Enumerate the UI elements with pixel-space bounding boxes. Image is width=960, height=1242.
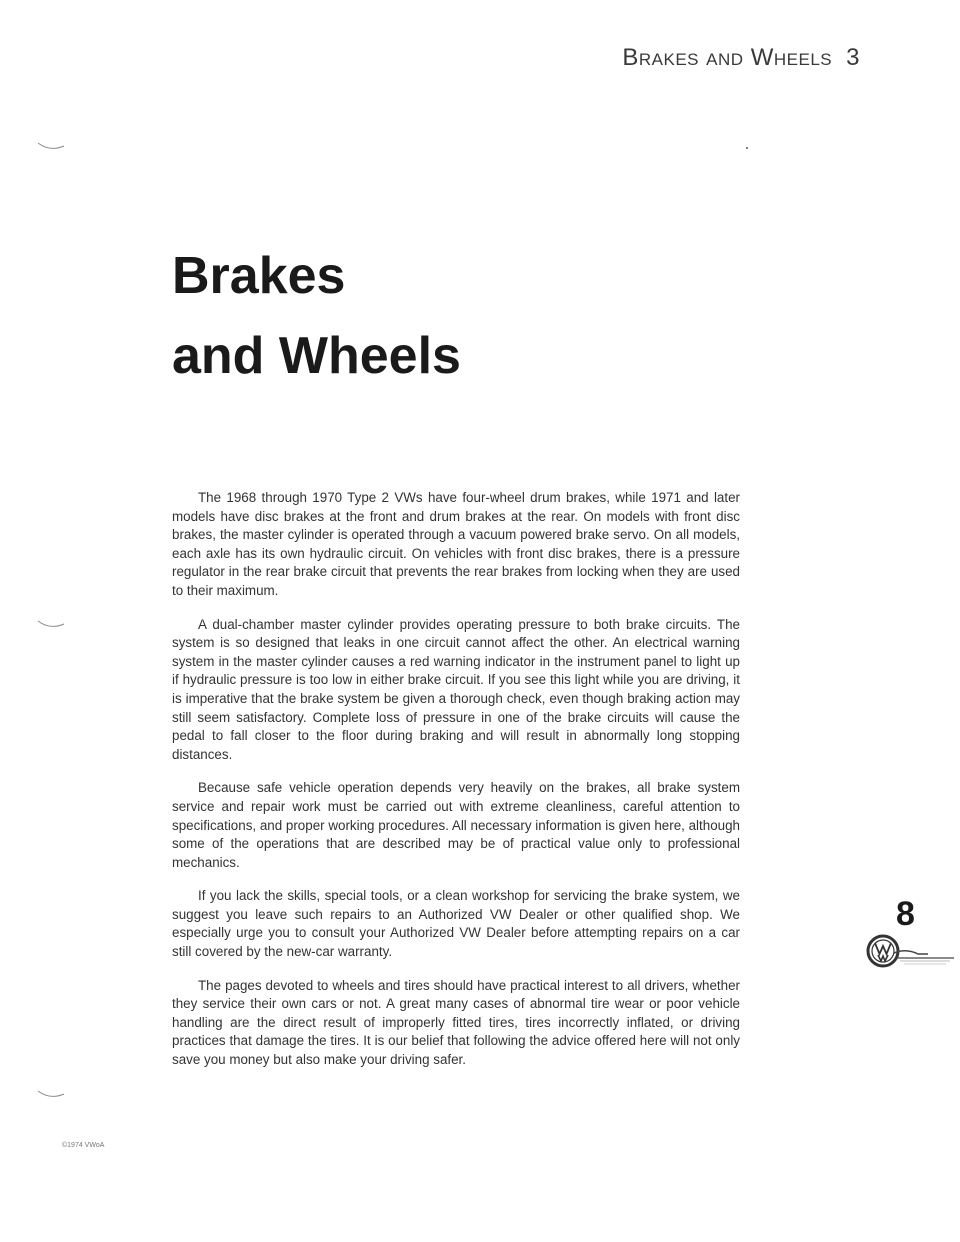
paragraph: A dual-chamber master cylinder provides operating pressure to both brake circuits. The system is so designed that leaks in one circuit cannot affect the other. An electrical warning system in the master cylinder causes a red warning indicator in the instrument panel to light up if hydraulic pressure is too low in either brake circuit. If you see this light while you are driving, it is imperative that the brake system be given a thorough check, even though braking action may still seem satisfactory. Complete loss of pressure in one of the brake circuits will cause the pedal to fall closer to the floor during braking and will result in abnormally long stopping distances. [172, 616, 740, 762]
paragraph: The pages devoted to wheels and tires should have practical interest to all drivers, whether they service their own cars or not. A great many cases of abnormal tire wear or poor vehicle handling are the direct result of improperly fitted tires, tires incorrectly inflated, or driving practices that damage the tires. It is our belief that following the advice offered here will not only save you money but also make your driving safer. [172, 977, 740, 1068]
margin-mark [36, 1088, 66, 1102]
running-header-title: Brakes and Wheels [622, 44, 833, 71]
chapter-title-line-1: Brakes [172, 247, 346, 305]
chapter-title-line-2: and Wheels [172, 327, 461, 385]
running-header [500, 44, 860, 84]
paragraph: The 1968 through 1970 Type 2 VWs have four-wheel drum brakes, while 1971 and later models have disc brakes at the front and drum brakes at the rear. On models with front disc brakes, the master cylinder is operated through a vacuum powered brake servo. On all models, each axle has its own hydraulic circuit. On vehicles with front disc brakes, there is a pressure regulator in the rear brake circuit that prevents the rear brakes from locking when they are used to their maximum. [172, 490, 740, 598]
scan-dot [746, 147, 748, 149]
section-tab-number: 8 [896, 895, 915, 933]
margin-mark [36, 140, 66, 154]
vw-logo-icon [866, 934, 956, 968]
page-number: 3 [846, 44, 860, 71]
paragraph: Because safe vehicle operation depends very heavily on the brakes, all brake system service and repair work must be carried out with extreme cleanliness, careful attention to specifications, and proper working procedures. All necessary information is given here, although some of the operations that are described may be of practical value only to professional mechanics. [172, 780, 740, 870]
margin-mark [36, 618, 66, 632]
chapter-title [172, 236, 461, 396]
copyright-notice: ©1974 VWoA [62, 1142, 105, 1149]
body-text [172, 489, 740, 1085]
paragraph: If you lack the skills, special tools, or a clean workshop for servicing the brake system, we suggest you leave such repairs to an Authorized VW Dealer or other qualified shop. We especially urge you to consult your Authorized VW Dealer before attempting repairs on a car still covered by the new-car warranty. [172, 888, 740, 960]
section-tab [866, 896, 956, 976]
